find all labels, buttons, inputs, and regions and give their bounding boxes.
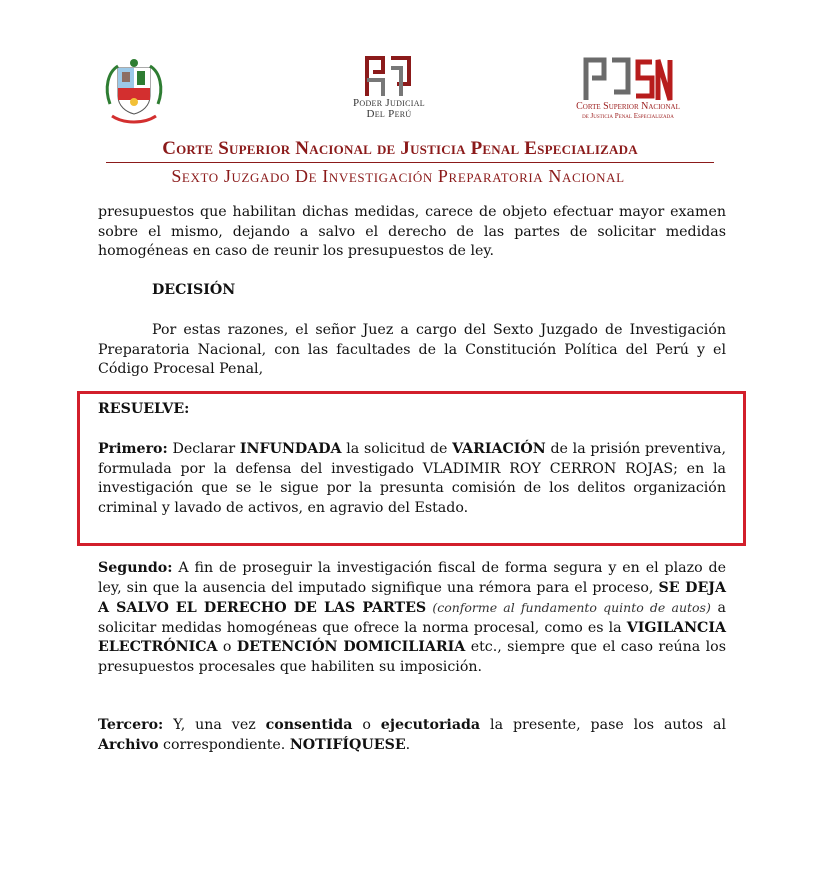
text-run: de la prisión preventiva, formulada por la defensa del investigado VLADIMIR ROY CERRON ROJAS; en la investigación que se le sigue por la presunta comisión de los delitos organización criminal y lavado de activos, en agravio del Estado. <box>98 441 726 516</box>
paragraph-text: Por estas razones, el señor Juez a cargo del Sexto Juzgado de Investigación Preparatoria Nacional, con las facultades de la Constitución Política del Perú y el Código Procesal Penal, <box>98 322 726 377</box>
text-run: Declarar <box>167 441 240 457</box>
csnjpe-logo <box>560 56 696 126</box>
pjsn-emblem-icon <box>582 56 674 102</box>
mid-logo-caption-2: Del Perú <box>366 108 412 120</box>
court-subtitle: Sexto Juzgado De Investigación Preparatoria Nacional <box>171 166 625 186</box>
resolution-tercero <box>98 716 726 755</box>
bold-run: INFUNDADA <box>239 441 342 457</box>
text-run: . <box>405 736 411 753</box>
text-run: Y, una vez <box>163 717 266 733</box>
bold-run: VIGILANCIA ELECTRÓNICA <box>98 619 726 655</box>
paragraph-razones <box>98 321 726 380</box>
mid-logo-caption-1: Poder Judicial <box>352 97 425 109</box>
italic-run: (conforme al fundamento quinto de autos) <box>426 600 711 615</box>
tercero-label: Tercero: <box>98 717 164 733</box>
peru-coat-of-arms-logo <box>104 58 164 124</box>
resolution-primero <box>98 440 726 518</box>
text-run: o <box>352 717 381 733</box>
text-run: A fin de proseguir la investigación fiscal de forma segura y en el plazo de ley, sin que la ausencia del imputado signifique una rémora para el proceso, <box>98 560 726 596</box>
bold-run: SE DEJA A SALVO EL DERECHO DE LAS PARTES <box>98 579 726 616</box>
court-title: Corte Superior Nacional de Justicia Penal Especializada <box>162 138 638 159</box>
paragraph-presupuestos <box>98 203 726 262</box>
text-run: a solicitar medidas homogéneas que ofrece la norma procesal, como es la <box>98 600 727 636</box>
bold-run: NOTIFÍQUESE <box>289 736 406 753</box>
resolution-segundo <box>98 559 726 677</box>
resuelve-heading: RESUELVE: <box>98 401 190 417</box>
text-run: o <box>217 639 237 655</box>
text-run: correspondiente. <box>158 736 290 753</box>
bold-run: VARIACIÓN <box>452 441 546 457</box>
text-run: la presente, pase los autos al <box>480 717 726 733</box>
text-run: etc., siempre que el caso reúna los presupuestos procesales que habiliten su imposición. <box>98 639 727 675</box>
primero-label: Primero: <box>98 441 168 457</box>
pj-emblem-icon <box>363 54 415 98</box>
right-logo-caption-2: de Justicia Penal Especializada <box>582 112 674 120</box>
decision-heading: DECISIÓN <box>152 282 236 298</box>
title-divider <box>106 162 714 163</box>
peru-coat-of-arms-icon <box>104 58 164 124</box>
bold-run: consentida <box>265 717 353 733</box>
bold-run: DETENCIÓN DOMICILIARIA <box>236 639 466 655</box>
right-logo-caption-1: Corte Superior Nacional <box>576 101 680 112</box>
segundo-label: Segundo: <box>98 560 173 576</box>
poder-judicial-logo <box>336 54 442 128</box>
bold-run: ejecutoriada <box>380 717 481 733</box>
text-run: la solicitud de <box>341 441 453 457</box>
paragraph-text: presupuestos que habilitan dichas medidas, carece de objeto efectuar mayor examen sobre el mismo, dejando a salvo el derecho de las partes de solicitar medidas homogéneas en caso de reunir los presupuestos de ley. <box>98 204 726 259</box>
bold-run: Archivo <box>98 736 159 753</box>
